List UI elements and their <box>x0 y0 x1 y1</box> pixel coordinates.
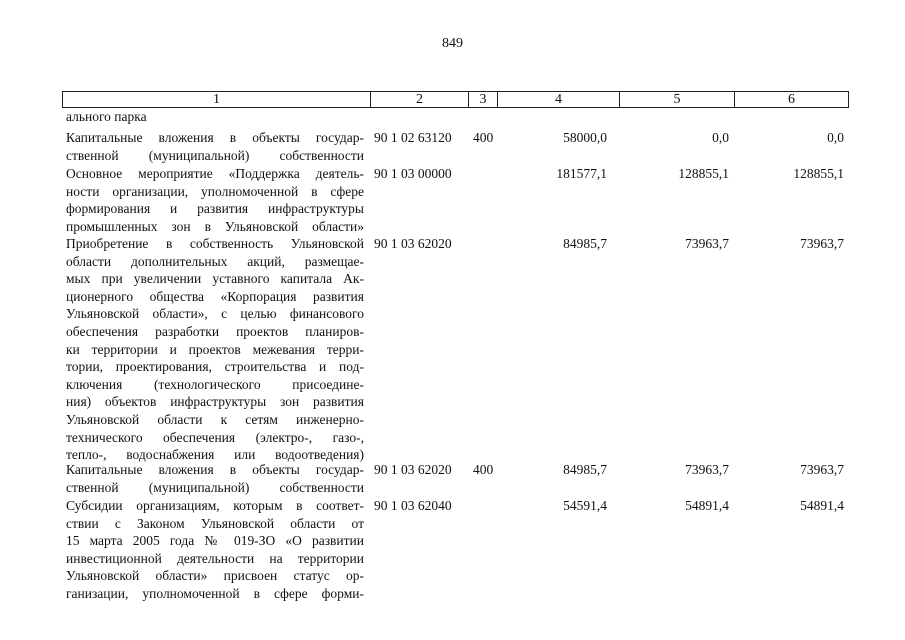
header-col-3: 3 <box>469 92 498 107</box>
row-name-line: формирования и развития инфраструктуры <box>66 201 364 217</box>
row-name-line: ганизации, уполномоченной в сфере форми- <box>66 585 364 601</box>
row-value-4: 54591,4 <box>563 498 607 513</box>
header-col-5: 5 <box>620 92 735 107</box>
row-code: 90 1 03 00000 <box>374 166 452 181</box>
header-col-1: 1 <box>63 92 371 107</box>
row-code: 90 1 03 62020 <box>374 462 452 477</box>
row-name-line: промышленных зон в Ульяновской области» <box>66 218 364 234</box>
row-value-5: 73963,7 <box>685 462 729 477</box>
row-name-line: области дополнительных акций, размещае- <box>66 253 364 269</box>
row-name-line: тепло-, водоснабжения или водоотведения) <box>66 447 364 463</box>
row-value-5: 73963,7 <box>685 236 729 251</box>
row-name-line: Ульяновской области к сетям инженерно- <box>66 411 364 427</box>
row-name-line: ки территории и проектов межевания терри- <box>66 341 364 357</box>
row-value-6: 73963,7 <box>800 236 844 251</box>
row-name-line: Субсидии организациям, которым в соответ- <box>66 498 364 513</box>
row-name-line: инвестиционной деятельности на территории <box>66 550 364 566</box>
row-name <box>66 165 364 235</box>
header-col-2: 2 <box>371 92 469 107</box>
row-value-4: 84985,7 <box>563 236 607 251</box>
row-name-line: мых при увеличении уставного капитала Ак- <box>66 271 364 287</box>
row-value-5: 128855,1 <box>678 166 729 181</box>
row-value-4: 84985,7 <box>563 462 607 477</box>
row-name-line: технического обеспечения (электро-, газо-, <box>66 429 364 445</box>
page-number: 849 <box>442 36 463 51</box>
row-code: 90 1 02 63120 <box>374 130 452 145</box>
row-name-line: ствии с Законом Ульяновской области от <box>66 515 364 531</box>
row-name-line: ности организации, уполномоченной в сфере <box>66 183 364 199</box>
row-value-6: 0,0 <box>827 130 844 145</box>
row-code: 90 1 03 62020 <box>374 236 452 251</box>
row-value-5: 0,0 <box>712 130 729 145</box>
table-body <box>0 108 905 640</box>
row-code: 90 1 03 62040 <box>374 498 452 513</box>
row-name <box>66 129 364 164</box>
row-name-line: тории, проектирования, строительства и под- <box>66 359 364 375</box>
row-value-4: 58000,0 <box>563 130 607 145</box>
row-name-line: Капитальные вложения в объекты государ- <box>66 130 364 145</box>
row-value-5: 54891,4 <box>685 498 729 513</box>
row-expense-type: 400 <box>473 130 494 145</box>
row-name-line: Капитальные вложения в объекты государ- <box>66 462 364 477</box>
row-name <box>66 497 364 603</box>
header-col-4: 4 <box>498 92 620 107</box>
row-name-line: обеспечения разработки проектов планиров- <box>66 323 364 339</box>
row-value-4: 181577,1 <box>556 166 607 181</box>
row-name-line: Ульяновской области» присвоен статус ор- <box>66 568 364 584</box>
header-col-6: 6 <box>788 92 795 107</box>
table-header <box>62 91 849 108</box>
row-value-6: 128855,1 <box>793 166 844 181</box>
row-expense-type: 400 <box>473 462 494 477</box>
row-value-6: 54891,4 <box>800 498 844 513</box>
row-name-line: Ульяновской области», с целью финансового <box>66 306 364 322</box>
row-name <box>66 461 364 496</box>
row-name-line: Основное мероприятие «Поддержка деятель- <box>66 166 364 181</box>
row-name-line: ния) объектов инфраструктуры зон развития <box>66 394 364 410</box>
row-name-line: ального парка <box>66 109 147 124</box>
row-name-line: Приобретение в собственность Ульяновской <box>66 236 364 251</box>
row-name-line: ственной (муниципальной) собственности <box>66 479 364 495</box>
row-name <box>66 235 364 464</box>
row-value-6: 73963,7 <box>800 462 844 477</box>
row-name <box>66 108 364 126</box>
row-name-line: 15 марта 2005 года № 019-ЗО «О развитии <box>66 533 364 549</box>
row-name-line: ственной (муниципальной) собственности <box>66 147 364 163</box>
row-name-line: ключения (технологического присоедине- <box>66 376 364 392</box>
row-name-line: ционерного общества «Корпорация развития <box>66 288 364 304</box>
